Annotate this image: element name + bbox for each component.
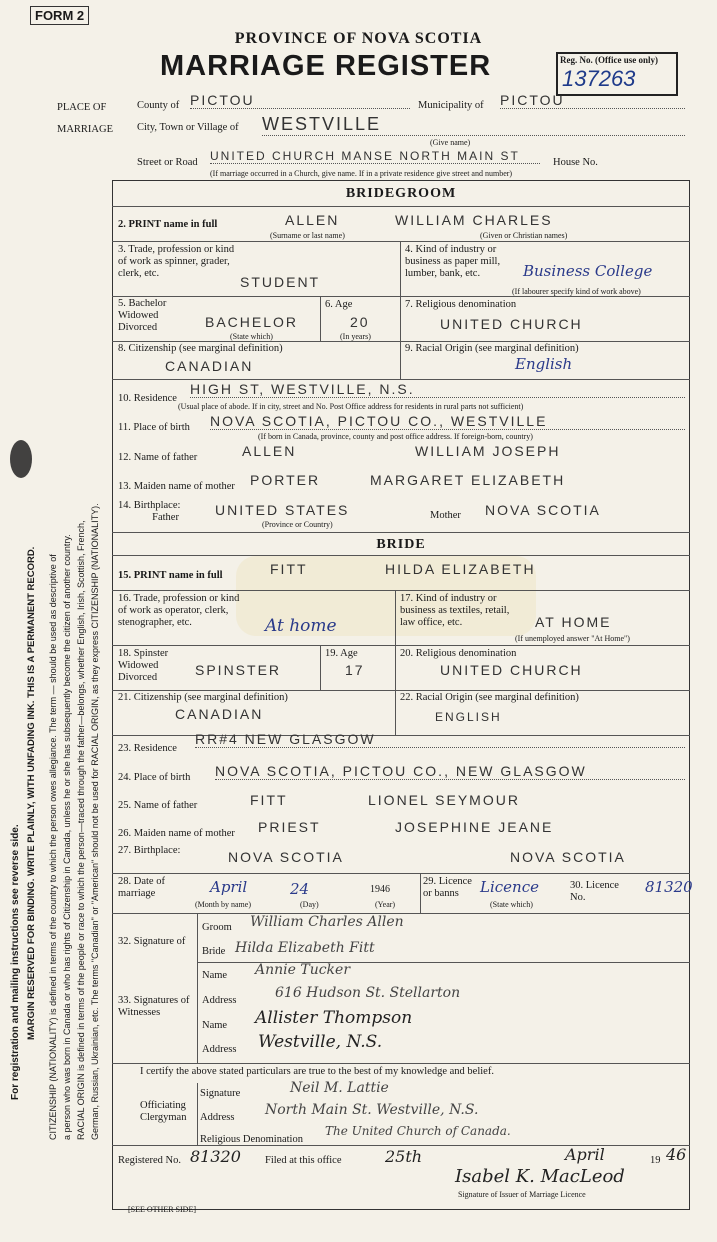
groom-citizenship: CANADIAN (165, 358, 254, 374)
form-number: FORM 2 (30, 6, 89, 25)
bride-religion: UNITED CHURCH (440, 662, 583, 678)
bride-mother-label: 26. Maiden name of mother (118, 828, 235, 839)
groom-birthplace-label (118, 500, 180, 524)
clergy-label: Officiating Clergyman (140, 1100, 187, 1123)
licence-no-label: 30. Licence No. (570, 880, 619, 903)
bride-trade-label: 16. Trade, profession or kind of work as operator, clerk, stenographer, etc. (118, 593, 240, 628)
bride-status: SPINSTER (195, 662, 282, 678)
groom-racial-label: 9. Racial Origin (see marginal definition) (405, 343, 579, 354)
county-label: County of (137, 100, 180, 111)
reg-number: 137263 (562, 66, 636, 91)
bride-residence: RR#4 NEW GLASGOW (195, 731, 685, 748)
ink-blot (10, 440, 32, 478)
see-other-side: [SEE OTHER SIDE] (128, 1205, 196, 1214)
month-hint: (Month by name) (195, 900, 251, 909)
registered-no: 81320 (190, 1147, 241, 1166)
bride-mother-surname: PRIEST (258, 819, 321, 835)
filed-day: 25th (385, 1147, 423, 1166)
bride-sig-label: Bride (202, 946, 226, 957)
w1-name-label: Name (202, 970, 228, 981)
groom-trade: STUDENT (240, 274, 321, 290)
bride-birthplace-label: 27. Birthplace: (118, 845, 181, 856)
groom-status-label: 5. Bachelor Widowed Divorced (118, 298, 167, 333)
bride-bp-mother: NOVA SCOTIA (510, 849, 626, 865)
bride-racial-label: 22. Racial Origin (see marginal definition) (400, 692, 579, 703)
clergy-signature: Neil M. Lattie (290, 1080, 389, 1096)
groom-given: WILLIAM CHARLES (395, 212, 553, 228)
signature-of-label: 32. Signature of (118, 936, 186, 947)
licence-hint: (State which) (490, 900, 533, 909)
groom-father-label: 12. Name of father (118, 452, 198, 463)
certify-text: I certify the above stated particulars are true to the best of my knowledge and belief. (140, 1066, 494, 1077)
groom-age-label: 6. Age (325, 299, 353, 310)
w2-name-label: Name (202, 1020, 228, 1031)
w2-address: Westville, N.S. (258, 1032, 383, 1052)
groom-residence-label: 10. Residence (118, 393, 177, 404)
bride-age-label: 19. Age (325, 648, 358, 659)
house-label: House No. (553, 157, 598, 168)
city-label: City, Town or Village of (137, 122, 239, 133)
issuer-label: Signature of Issuer of Marriage Licence (458, 1190, 586, 1199)
margin-citizenship-2: a person who was born in Canada or who has rights of Citizenship in Canada, unless he or she has subsequently become the citizen of another country. (62, 534, 72, 1140)
filed-year: 46 (666, 1145, 687, 1164)
city-value: WESTVILLE (262, 114, 685, 136)
bride-given: HILDA ELIZABETH (385, 561, 536, 577)
bride-mother-given: JOSEPHINE JEANE (395, 819, 554, 835)
birthplace-label: 14. Birthplace: (118, 500, 181, 511)
groom-religion-label: 7. Religious denomination (405, 299, 517, 310)
bride-bp-father: NOVA SCOTIA (228, 849, 344, 865)
bride-name-label: 15. PRINT name in full (118, 570, 223, 581)
marriage-year: 1946 (370, 884, 390, 895)
status-hint: (State which) (230, 332, 273, 341)
bride-birth: NOVA SCOTIA, PICTOU CO., NEW GLASGOW (215, 763, 685, 780)
bp-hint: (Province or Country) (262, 520, 333, 529)
groom-mother-given: MARGARET ELIZABETH (370, 472, 566, 488)
bride-father-surname: FITT (250, 792, 288, 808)
bride-status-label: 18. Spinster Widowed Divorced (118, 648, 169, 683)
bride-birth-label: 24. Place of birth (118, 772, 191, 783)
bride-citizenship-label: 21. Citizenship (see marginal definition) (118, 692, 288, 703)
witness-label: 33. Signatures of Witnesses (118, 995, 190, 1018)
groom-surname: ALLEN (285, 212, 340, 228)
licence-no: 81320 (645, 878, 693, 896)
w1-address: 616 Hudson St. Stellarton (275, 985, 461, 1001)
w2-name: Allister Thompson (255, 1008, 413, 1028)
industry-hint: (If labourer specify kind of work above) (512, 287, 641, 296)
clergy-sig-label: Signature (200, 1088, 241, 1099)
bride-trade: At home (265, 616, 337, 636)
bride-surname: FITT (270, 561, 308, 577)
date-label: 28. Date of marriage (118, 876, 165, 899)
street-hint: (If marriage occurred in a Church, give name. If in a private residence give street and number) (210, 169, 513, 178)
birthplace-mother-label: Mother (430, 510, 461, 521)
w1-name: Annie Tucker (255, 962, 351, 978)
groom-citizenship-label: 8. Citizenship (see marginal definition) (118, 343, 283, 354)
bride-industry-hint: (If unemployed answer "At Home") (515, 634, 630, 643)
marriage-day: 24 (290, 880, 310, 898)
groom-racial: English (515, 355, 573, 373)
groom-bp-father: UNITED STATES (215, 502, 350, 518)
page-title: MARRIAGE REGISTER (160, 50, 492, 82)
groom-mother-surname: PORTER (250, 472, 321, 488)
groom-signature: William Charles Allen (250, 914, 404, 930)
day-hint: (Day) (300, 900, 319, 909)
w2-address-label: Address (202, 1044, 237, 1055)
county-value: PICTOU (190, 92, 410, 109)
groom-name-label: 2. PRINT name in full (118, 219, 218, 230)
city-hint: (Give name) (430, 138, 471, 147)
bride-heading: BRIDE (376, 537, 426, 552)
clergy-religion-label: Religious Denomination (200, 1134, 303, 1145)
year-hint: (Year) (375, 900, 396, 909)
province-heading: PROVINCE OF NOVA SCOTIA (234, 30, 483, 47)
groom-mother-label: 13. Maiden name of mother (118, 481, 235, 492)
margin-racial-1: RACIAL ORIGIN is defined in terms of the people or race to which the person—traced through the father—belongs, whether English, Irish, Scottish, French, (76, 520, 86, 1140)
place-of-marriage-label (57, 97, 113, 141)
name-hint-2: (Given or Christian names) (480, 231, 568, 240)
bride-religion-label: 20. Religious denomination (400, 648, 517, 659)
groom-sig-label: Groom (202, 922, 232, 933)
margin-citizenship-1: CITIZENSHIP (NATIONALITY) is defined in terms of the country to which the person owes allegiance. The term — should be used as descriptive of (48, 554, 58, 1140)
groom-birth: NOVA SCOTIA, PICTOU CO., WESTVILLE (210, 413, 685, 430)
place-label-2: MARRIAGE (57, 124, 114, 135)
municipality-label: Municipality of (418, 100, 484, 111)
bride-signature: Hilda Elizabeth Fitt (235, 940, 375, 956)
bride-father-label: 25. Name of father (118, 800, 198, 811)
groom-father-given: WILLIAM JOSEPH (415, 443, 561, 459)
margin-instruction: For registration and mailing instructions see reverse side. (10, 824, 21, 1100)
groom-heading: BRIDEGROOM (345, 186, 457, 201)
margin-binding: MARGIN RESERVED FOR BINDING. WRITE PLAINLY, WITH UNFADING INK. THIS IS A PERMANENT RECORD. (26, 546, 37, 1040)
filed-month: April (565, 1145, 605, 1164)
groom-father-surname: ALLEN (242, 443, 297, 459)
clergy-address-label: Address (200, 1112, 235, 1123)
groom-status: BACHELOR (205, 314, 299, 330)
groom-industry-label: 4. Kind of industry or business as paper mill, lumber, bank, etc. (405, 244, 501, 279)
issuer-signature: Isabel K. MacLeod (455, 1166, 625, 1187)
street-value: UNITED CHURCH MANSE NORTH MAIN ST (210, 149, 540, 164)
bride-father-given: LIONEL SEYMOUR (368, 792, 520, 808)
bride-residence-label: 23. Residence (118, 743, 177, 754)
marriage-month: April (210, 878, 248, 896)
margin-racial-2: German, Russian, Ukrainian, etc. The terms "Canadian" or "American" should not be used for RACIAL ORIGIN, as they express CITIZENSHIP (NATIONALITY). (90, 503, 100, 1140)
name-hint-1: (Surname or last name) (270, 231, 345, 240)
groom-birth-label: 11. Place of birth (118, 422, 190, 433)
groom-trade-label: 3. Trade, profession or kind of work as spinner, grader, clerk, etc. (118, 244, 235, 279)
groom-religion: UNITED CHURCH (440, 316, 583, 332)
licence-label: 29. Licence or banns (423, 876, 472, 899)
clergy-religion: The United Church of Canada. (325, 1124, 511, 1138)
bride-citizenship: CANADIAN (175, 706, 264, 722)
residence-hint: (Usual place of abode. If in city, street and No. Post Office address for residents in rural parts not sufficient) (178, 402, 524, 411)
groom-industry: Business College (523, 262, 653, 280)
birthplace-father-label: Father (152, 512, 179, 523)
clergy-address: North Main St. Westville, N.S. (265, 1102, 479, 1118)
year-prefix: 19 (650, 1155, 661, 1166)
municipality-value: PICTOU (500, 92, 685, 109)
groom-residence: HIGH ST, WESTVILLE, N.S. (190, 381, 685, 398)
birth-hint: (If born in Canada, province, county and post office address. If foreign-born, country) (258, 432, 533, 441)
bride-industry-label: 17. Kind of industry or business as textiles, retail, law office, etc. (400, 593, 510, 628)
reg-number-label: Reg. No. (Office use only) (560, 55, 658, 65)
bride-age: 17 (345, 662, 365, 678)
bride-industry: AT HOME (535, 614, 612, 630)
groom-age: 20 (350, 314, 370, 330)
registered-label: Registered No. (118, 1155, 181, 1166)
street-label: Street or Road (137, 157, 198, 168)
place-label-1: PLACE OF (57, 102, 107, 113)
groom-bp-mother: NOVA SCOTIA (485, 502, 601, 518)
w1-address-label: Address (202, 995, 237, 1006)
licence-value: Licence (480, 878, 539, 896)
filed-label: Filed at this office (265, 1155, 342, 1166)
age-hint: (In years) (340, 332, 371, 341)
bride-racial: ENGLISH (435, 710, 502, 724)
